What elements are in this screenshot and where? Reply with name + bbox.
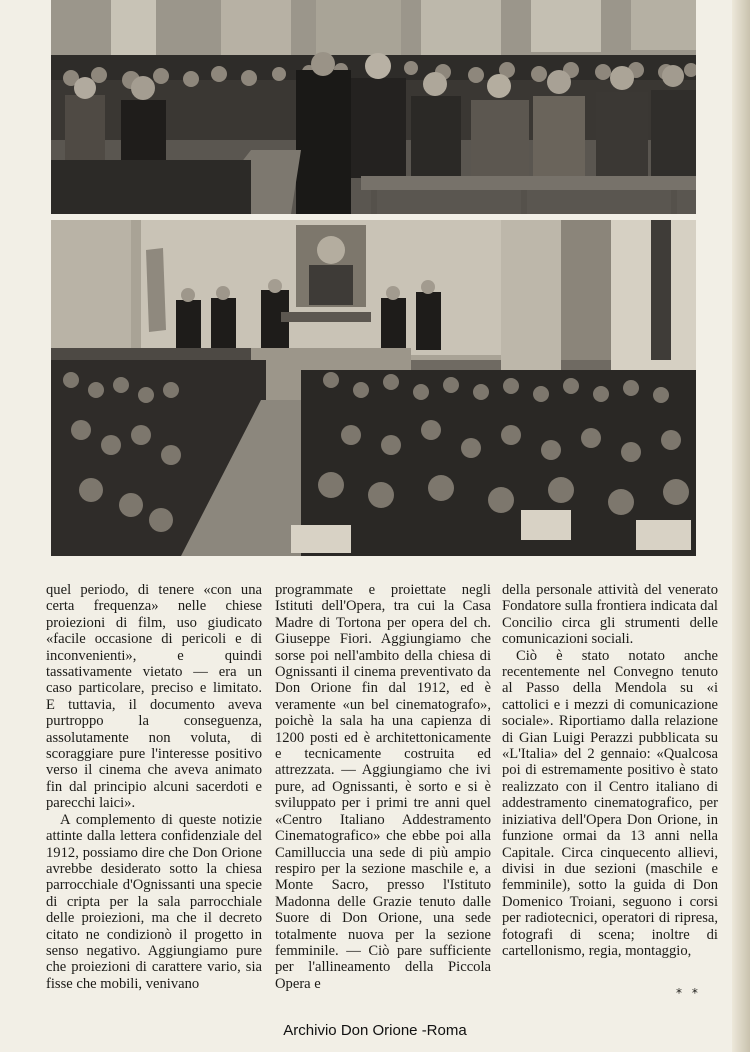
col1-paragraph-2: A complemento di queste notizie attinte dalla lettera confidenziale del 1912, possiamo dire che Don Orione avrebbe desiderato sotto la chiesa parrocchiale d'Ognissanti una specie di cripta per la sala parrocchiale delle proiezioni, ma che il decreto citato ne condizionò il progetto in senso negativo. Aggiungiamo pure che proiezioni di carattere vario, sia fisse che mobili, venivano <box>46 811 262 992</box>
archive-footer: Archivio Don Orione -Roma <box>283 1022 467 1039</box>
photo-conference-hall <box>51 220 696 556</box>
continuation-mark: * * <box>676 986 701 1000</box>
col3-paragraph-2: Ciò è stato notato anche recentemente nel Convegno tenuto al Passo della Mendola su «i cattolici e i mezzi di comunicazione sociale». Riportiamo dalla relazione di Gian Luigi Perazzi pubblicata su «L'Italia» del 2 gennaio: «Qualcosa poi di estremamente positivo è stato realizzato con il Centro italiano di addestramento cinematografico, per iniziativa dell'Opera Don Orione, in funzione ormai da 13 anni nella Capitale. Circa cinquecento allievi, divisi in due sezioni (maschile e femminile), sotto la guida di Don Domenico Troiani, seguono i corsi per radiotecnici, operatori di ripresa, fotografi di scena; inoltre di cartellonismo, regia, montaggio, <box>502 647 718 959</box>
photo-hall-image <box>51 220 696 556</box>
photo-chapel-students <box>51 0 696 214</box>
page-edge-shadow <box>732 0 750 1052</box>
text-column-2 <box>275 582 491 992</box>
photo-chapel-image <box>51 0 696 214</box>
col3-paragraph-1: della personale attività del venerato Fondatore sulla frontiera indicata dal Concilio circa gli strumenti delle comunicazioni sociali. <box>502 582 718 648</box>
col1-paragraph-1: quel periodo, di tenere «con una certa frequenza» nelle chiese proiezioni di film, uso giudicato «facile occasione di pericoli e di inconvenienti», e quindi tassativamente vietato — era un caso particolare, preciso e limitato. E tuttavia, il documento aveva purtroppo la conseguenza, assolutamente non voluta, di scoraggiare pure l'interesse positivo verso il cinema che aveva animato fin dal principio alcuni sacerdoti e parecchi laici». <box>46 582 262 812</box>
text-column-1 <box>46 582 262 992</box>
text-column-3 <box>502 582 718 959</box>
col2-paragraph-1: programmate e proiettate negli Istituti dell'Opera, tra cui la Casa Madre di Tortona per opera del ch. Giuseppe Fiori. Aggiungiamo che sorse poi nell'ambito della chiesa di Ognissanti il cinema preventivato da Don Orione fin dal 1912, ed è veramente «un bel cinematografo», poichè la sala ha una capienza di 1200 posti ed è architettonicamente e tecnicamente costruita ed attrezzata. — Aggiungiamo che ivi pure, ad Ognissanti, è sorto e si è sviluppato per i primi tre anni quel «Centro Italiano Addestramento Cinematografico» che ebbe poi alla Camilluccia una sede di più ampio respiro per la sezione maschile e, a Monte Sacro, presso l'Istituto Madonna delle Grazie tenuto dalle Suore di Don Orione, una sede totalmente nuova per la sezione femminile. — Ciò pare sufficiente per l'allineamento della Piccola Opera e <box>275 582 491 992</box>
